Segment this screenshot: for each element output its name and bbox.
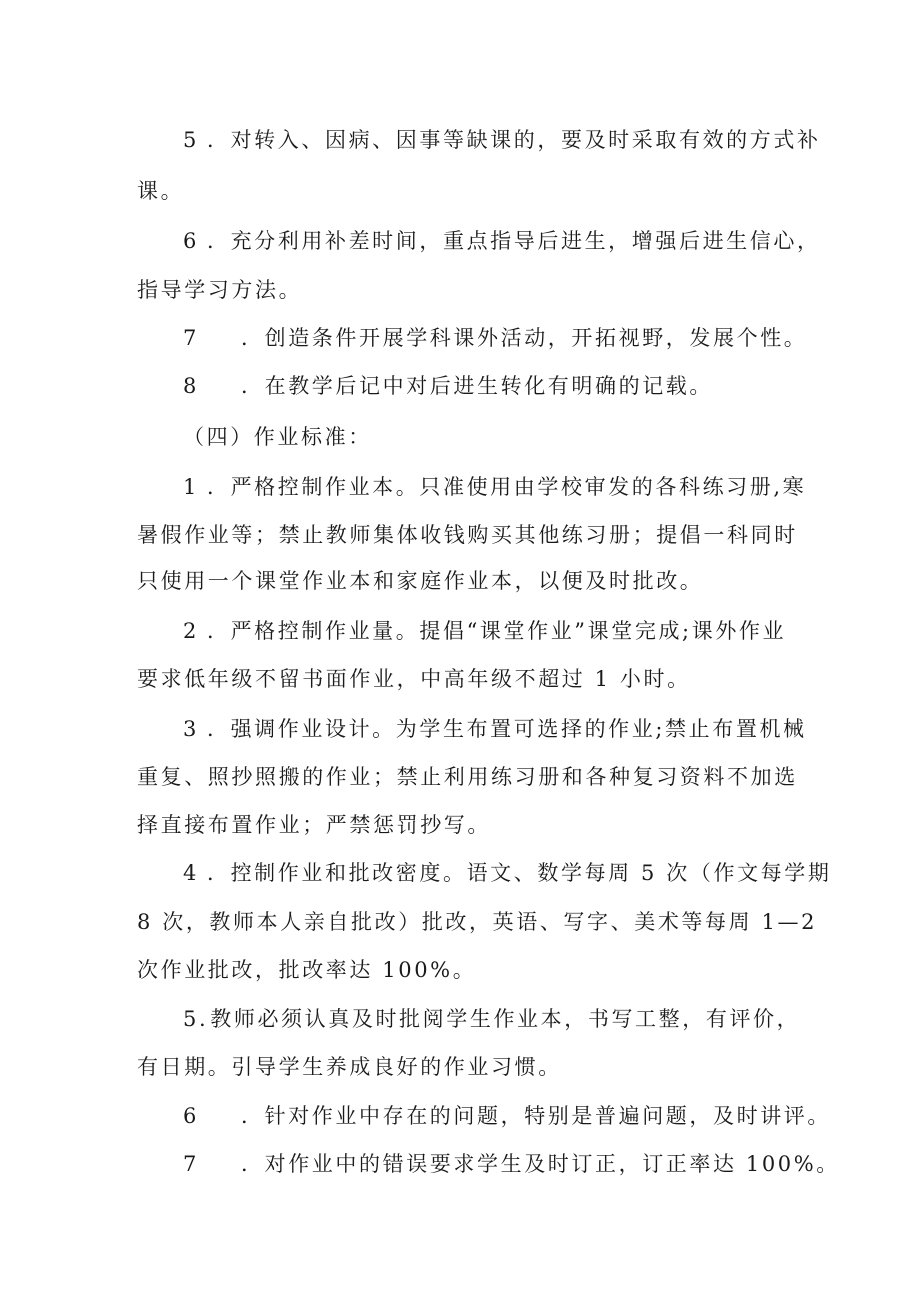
paragraph-text: 教师必须认真及时批阅学生作业本，书写工整，有评价， — [210, 1007, 801, 1031]
paragraph-line — [183, 125, 821, 155]
paragraph-text: ．严格控制作业量。提倡“课堂作业”课堂完成;课外作业 — [206, 619, 787, 643]
paragraph-line — [137, 176, 184, 206]
paragraph-line — [137, 907, 817, 937]
paragraph-text: 只使用一个课堂作业本和家庭作业本，以便及时批改。 — [137, 569, 704, 593]
paragraph-line — [183, 616, 786, 646]
item-number: 6 — [183, 1104, 199, 1128]
paragraph-line — [183, 371, 713, 401]
paragraph-text: 有日期。引导学生养成良好的作业习惯。 — [137, 1055, 562, 1079]
paragraph-line — [183, 858, 831, 888]
paragraph-text: 指导学习方法。 — [137, 278, 303, 302]
item-number: 1 — [183, 475, 199, 499]
paragraph-text: 择直接布置作业；严禁惩罚抄写。 — [137, 813, 491, 837]
paragraph-line — [137, 566, 703, 596]
paragraph-line — [183, 323, 807, 353]
item-number: 4 — [183, 861, 199, 885]
item-number: 5 — [183, 128, 199, 152]
paragraph-line — [137, 955, 476, 985]
item-number: 5. — [183, 1007, 209, 1031]
paragraph-text: ．充分利用补差时间，重点指导后进生，增强后进生信心， — [206, 229, 821, 253]
paragraph-text: ．对转入、因病、因事等缺课的，要及时采取有效的方式补 — [206, 128, 821, 152]
paragraph-line — [137, 810, 491, 840]
paragraph-text: ．控制作业和批改密度。语文、数学每周 5 次（作文每学期 — [206, 861, 832, 885]
paragraph-line — [137, 520, 798, 550]
paragraph-text: ．严格控制作业本。只准使用由学校审发的各科练习册,寒 — [206, 475, 807, 499]
paragraph-text: ．强调作业设计。为学生布置可选择的作业;禁止布置机械 — [206, 717, 807, 741]
heading-text: （四）作业标准： — [183, 425, 372, 449]
paragraph-line — [183, 1004, 800, 1034]
paragraph-text: 重复、照抄照搬的作业；禁止利用练习册和各种复习资料不加选 — [137, 765, 798, 789]
paragraph-text: 8 次，教师本人亲自批改）批改，英语、写字、美术等每周 1—2 — [137, 910, 818, 934]
item-number: 2 — [183, 619, 199, 643]
paragraph-line — [183, 1149, 840, 1179]
paragraph-text: 暑假作业等；禁止教师集体收钱购买其他练习册；提倡一科同时 — [137, 523, 798, 547]
section-heading — [183, 422, 372, 452]
paragraph-text: 次作业批改，批改率达 100%。 — [137, 958, 477, 982]
paragraph-text: ．在教学后记中对后进生转化有明确的记载。 — [241, 374, 713, 398]
item-number: 6 — [183, 229, 199, 253]
paragraph-text: 课。 — [137, 179, 185, 203]
item-number: 3 — [183, 717, 199, 741]
paragraph-text: 要求低年级不留书面作业，中高年级不超过 1 小时。 — [137, 667, 691, 691]
paragraph-line — [137, 275, 302, 305]
item-number: 8 — [183, 374, 199, 398]
paragraph-line — [183, 714, 807, 744]
paragraph-line — [137, 664, 691, 694]
item-number: 7 — [183, 1152, 199, 1176]
item-number: 7 — [183, 326, 199, 350]
paragraph-line — [183, 226, 821, 256]
paragraph-line — [183, 472, 806, 502]
paragraph-text: ．创造条件开展学科课外活动，开拓视野，发展个性。 — [241, 326, 808, 350]
paragraph-line — [183, 1101, 831, 1131]
paragraph-text: ．针对作业中存在的问题，特别是普遍问题，及时讲评。 — [241, 1104, 831, 1128]
paragraph-text: ．对作业中的错误要求学生及时订正，订正率达 100%。 — [241, 1152, 840, 1176]
paragraph-line — [137, 1052, 562, 1082]
paragraph-line — [137, 762, 798, 792]
